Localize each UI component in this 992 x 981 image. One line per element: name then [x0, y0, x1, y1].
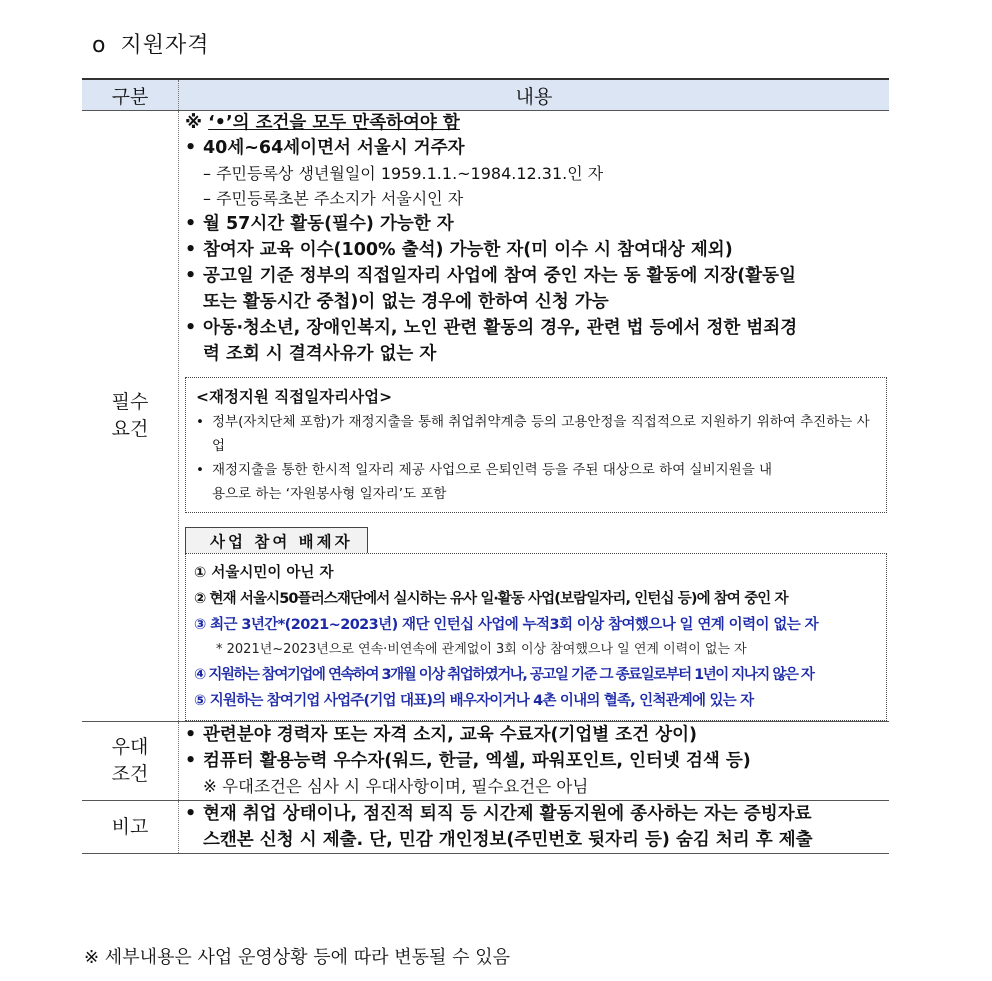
category-label-line: 필수	[111, 391, 149, 413]
required-bullet-4	[179, 263, 889, 315]
section-title	[92, 28, 209, 59]
preferred-content	[179, 722, 890, 801]
exclusion-item-5: ⑤ 지원하는 참여기업 사업주(기업 대표)의 배우자이거나 4촌 이내의 혈족, 인척관계에 있는 자	[194, 693, 754, 709]
footer-note: ※ 세부내용은 사업 운영상황 등에 따라 변동될 수 있음	[84, 947, 511, 968]
exclusion-item-3: ③ 최근 3년간*(2021~2023년) 재단 인턴십 사업에 누적3회 이상 참여했으나 일 연계 이력이 없는 자	[194, 617, 819, 633]
bullet-icon: •	[185, 138, 197, 158]
bullet-icon: •	[196, 414, 204, 430]
bullet-icon: •	[196, 462, 204, 478]
remarks-bullet-1	[179, 801, 889, 853]
exclusion-item-1: ① 서울시민이 아닌 자	[194, 565, 334, 581]
eligibility-table	[82, 78, 889, 854]
definition-item-2	[196, 458, 878, 506]
required-bullet-1	[179, 135, 889, 161]
definition-title: <재정지원 직접일자리사업>	[196, 388, 393, 406]
title-bullet: o	[92, 33, 107, 58]
row-required	[82, 111, 889, 722]
bullet-text: 컴퓨터 활용능력 우수자(워드, 한글, 엑셀, 파워포인트, 인터넷 검색 등)	[203, 751, 751, 771]
category-label-line: 조건	[111, 763, 149, 785]
exclusion-item-4: ④ 지원하는 참여기업에 연속하여 3개월 이상 취업하였거나, 공고일 기준 그 종료일로부터 1년이 지나지 않은 자	[194, 667, 814, 683]
bullet-text: 현재 취업 상태이나, 점진적 퇴직 등 시간제 활동지원에 종사하는 자는 증빙자료	[203, 804, 812, 824]
preferred-bullet-2	[179, 748, 889, 774]
bullet-text: 스캔본 신청 시 제출. 단, 민감 개인정보(주민번호 뒷자리 등) 숨김 처리 후 제출	[203, 830, 813, 850]
required-bullet-5	[179, 315, 889, 367]
exclusion-item-3-note: * 2021년~2023년으로 연속‧비연속에 관계없이 3회 이상 참여했으나 일 연계 이력이 없는 자	[216, 642, 747, 657]
bullet-text: 참여자 교육 이수(100% 출석) 가능한 자(미 이수 시 참여대상 제외)	[203, 240, 733, 260]
bullet-text: 월 57시간 활동(필수) 가능한 자	[203, 214, 454, 234]
category-preferred	[82, 722, 179, 801]
preferred-note: ※ 우대조건은 심사 시 우대사항이며, 필수요건은 아님	[203, 777, 589, 796]
definition-item-1	[196, 410, 878, 458]
header-content: 내용	[179, 79, 890, 111]
required-bullet-3	[179, 237, 889, 263]
remarks-content	[179, 801, 890, 854]
bullet-text: 또는 활동시간 중첩)이 없는 경우에 한하여 신청 가능	[203, 292, 609, 312]
category-remarks: 비고	[82, 801, 179, 854]
note-mark: ※	[185, 113, 203, 133]
bullet-text: 관련분야 경력자 또는 자격 소지, 교육 수료자(기업별 조건 상이)	[203, 725, 698, 745]
bullet-icon: •	[185, 804, 197, 824]
exclusion-item-2: ② 현재 서울시50플러스재단에서 실시하는 유사 일‧활동 사업(보람일자리, 인턴십 등)에 참여 중인 자	[194, 591, 788, 607]
bullet-text: 아동‧청소년, 장애인복지, 노인 관련 활동의 경우, 관련 법 등에서 정한 범죄경	[203, 318, 798, 338]
bullet-icon: •	[185, 214, 197, 234]
row-preferred	[82, 722, 889, 801]
bullet-icon: •	[185, 751, 197, 771]
bullet-text: 공고일 기준 정부의 직접일자리 사업에 참여 중인 자는 동 활동에 지장(활동일	[203, 266, 796, 286]
bullet-text: 력 조회 시 결격사유가 없는 자	[203, 344, 437, 364]
title-text: 지원자격	[120, 33, 210, 58]
bullet-text: 40세~64세이면서 서울시 거주자	[203, 138, 465, 158]
required-sub-2: – 주민등록초본 주소지가 서울시인 자	[203, 189, 464, 208]
definition-text: 용으로 하는 ‘자원봉사형 일자리’도 포함	[212, 486, 447, 502]
category-required	[82, 111, 179, 722]
job-program-definition-box	[185, 377, 887, 513]
bullet-icon: •	[185, 725, 197, 745]
definition-text: 재정지출을 통한 한시적 일자리 제공 사업으로 은퇴인력 등을 주된 대상으로 하여 실비지원을 내	[212, 462, 773, 478]
bullet-icon: •	[185, 266, 197, 286]
header-category: 구분	[82, 79, 179, 111]
required-content	[179, 111, 890, 722]
bullet-icon: •	[185, 318, 197, 338]
row-remarks	[82, 801, 889, 854]
bullet-icon: •	[185, 240, 197, 260]
category-label-line: 요건	[111, 418, 149, 440]
note-text: ‘•’의 조건을 모두 만족하여야 함	[208, 113, 460, 133]
required-bullet-2	[179, 211, 889, 237]
exclusion-box	[185, 553, 887, 721]
definition-text: 정부(자치단체 포함)가 재정지출을 통해 취업취약계층 등의 고용안정을 직접적으로 지원하기 위하여 추진하는 사업	[212, 414, 870, 454]
required-note	[179, 111, 889, 135]
required-sub-1: – 주민등록상 생년월일이 1959.1.1.~1984.12.31.인 자	[203, 164, 604, 183]
table-header-row	[82, 79, 889, 111]
preferred-bullet-1	[179, 722, 889, 748]
exclusion-tag: 사업 참여 배제자	[185, 527, 368, 553]
category-label-line: 우대	[111, 736, 149, 758]
